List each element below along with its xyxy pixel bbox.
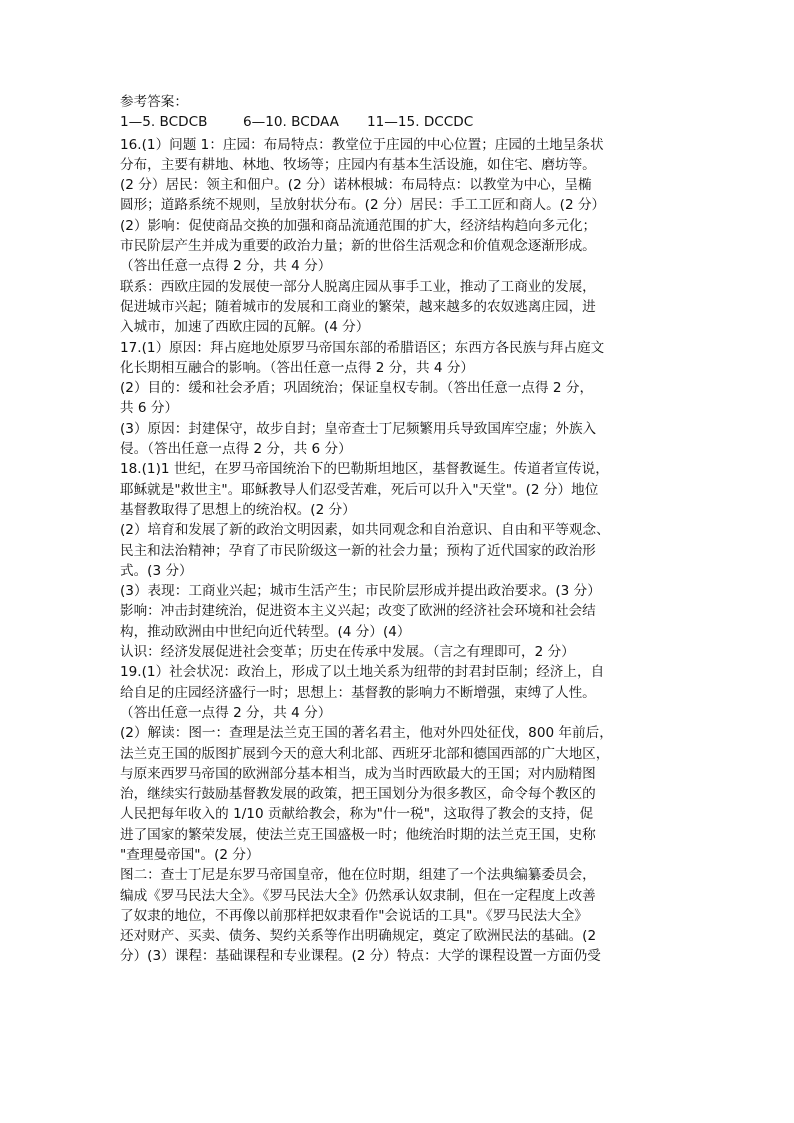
answer-line: 图二：查士丁尼是东罗马帝国皇帝，他在位时期，组建了一个法典编纂委员会，	[120, 867, 596, 884]
answer-line: 民主和法治精神；孕育了市民阶级这一新的社会力量；预构了近代国家的政治形	[120, 542, 596, 559]
answer-line: (2）目的：缓和社会矛盾；巩固统治；保证皇权专制。（答出任意一点得 2 分，	[120, 380, 594, 397]
answer-line: 治，继续实行鼓励基督教发展的政策，把王国划分为很多教区，命令每个教区的	[120, 786, 596, 803]
answer-line: (2）培育和发展了新的政治文明因素，如共同观念和自治意识、自由和平等观念、	[120, 522, 610, 539]
answer-line: 侵。（答出任意一点得 2 分，共 6 分）	[120, 441, 352, 458]
answer-line: 17.(1）原因：拜占庭地处原罗马帝国东部的希腊语区；东西方各民族与拜占庭文	[120, 339, 605, 356]
answer-line: 给自足的庄园经济盛行一时；思想上：基督教的影响力不断增强，束缚了人性。	[120, 684, 596, 701]
choice-answers	[120, 112, 690, 132]
answer-line: （答出任意一点得 2 分，共 4 分）	[120, 258, 332, 275]
choice-answers-1-5: 1—5. BCDCB	[120, 114, 208, 131]
answer-line: 了奴隶的地位，不再像以前那样把奴隶看作"会说话的工具"。《罗马民法大全》	[120, 907, 588, 924]
choice-answers-11-15: 11—15. DCCDC	[367, 114, 474, 131]
answer-line: 认识：经济发展促进社会变革；历史在传承中发展。（言之有理即可，2 分）	[120, 644, 575, 661]
answer-line: 入城市，加速了西欧庄园的瓦解。(4 分）	[120, 319, 370, 336]
answer-line: (2 分）居民：领主和佃户。(2 分）诺林根城：布局特点：以教堂为中心，呈椭	[120, 177, 592, 194]
answer-line: (2）影响：促使商品交换的加强和商品流通范围的扩大，经济结构趋向多元化；	[120, 217, 597, 234]
answer-line: (3）表现：工商业兴起；城市生活产生；市民阶层形成并提出政治要求。(3 分）	[120, 583, 601, 600]
answer-line: (2）解读：图一：查理是法兰克王国的著名君主，他对外四处征伐，800 年前后，	[120, 725, 613, 742]
answer-line: "查理曼帝国"。(2 分）	[120, 846, 260, 863]
answer-line: 影响：冲击封建统治，促进资本主义兴起；改变了欧洲的经济社会环境和社会结	[120, 603, 596, 620]
answer-line: 18.(1)1 世纪，在罗马帝国统治下的巴勒斯坦地区，基督教诞生。传道者宣传说，	[120, 461, 609, 478]
answer-line: 法兰克王国的版图扩展到今天的意大利北部、西班牙北部和德国西部的广大地区，	[120, 745, 610, 762]
answer-line: 基督教取得了思想上的统治权。(2 分）	[120, 501, 356, 518]
answer-line: 16.(1）问题 1：庄园：布局特点：教堂位于庄园的中心位置；庄园的土地呈条状	[120, 136, 604, 153]
answer-line: 分）(3）课程：基础课程和专业课程。(2 分）特点：大学的课程设置一方面仍受	[120, 948, 601, 965]
answer-document	[120, 92, 690, 967]
answer-body	[120, 135, 690, 967]
answer-line: 市民阶层产生并成为重要的政治力量；新的世俗生活观念和价值观念逐渐形成。	[120, 238, 596, 255]
answer-line: （答出任意一点得 2 分，共 4 分）	[120, 704, 332, 721]
answer-line: 与原来西罗马帝国的欧洲部分基本相当，成为当时西欧最大的王国；对内励精图	[120, 765, 596, 782]
answer-line: (3）原因：封建保守，故步自封；皇帝查士丁尼频繁用兵导致国库空虚；外族入	[120, 420, 597, 437]
document-title: 参考答案：	[120, 94, 188, 110]
answer-line: 耶稣就是"救世主"。耶稣教导人们忍受苦难，死后可以升入"天堂"。(2 分）地位	[120, 481, 599, 498]
answer-line: 联系：西欧庄园的发展使一部分人脱离庄园从事手工业，推动了工商业的发展，	[120, 278, 596, 295]
answer-line: 化长期相互融合的影响。（答出任意一点得 2 分，共 4 分）	[120, 359, 475, 376]
answer-line: 式。(3 分）	[120, 562, 193, 579]
answer-line: 编成《罗马民法大全》。《罗马民法大全》仍然承认奴隶制，但在一定程度上改善	[120, 887, 596, 904]
answer-line: 构，推动欧洲由中世纪向近代转型。(4 分）(4）	[120, 623, 411, 640]
answer-line: 共 6 分）	[120, 400, 179, 417]
answer-line: 还对财产、买卖、债务、契约关系等作出明确规定，奠定了欧洲民法的基础。(2	[120, 928, 597, 945]
answer-line: 19.(1）社会状况：政治上，形成了以土地关系为纽带的封君封臣制；经济上，自	[120, 664, 605, 681]
answer-line: 人民把每年收入的 1/10 贡献给教会，称为"什一税"，这取得了教会的支持，促	[120, 806, 594, 823]
answer-line: 圆形；道路系统不规则，呈放射状分布。(2 分）居民：手工工匠和商人。(2 分）	[120, 197, 606, 214]
answer-line: 分布，主要有耕地、林地、牧场等；庄园内有基本生活设施，如住宅、磨坊等。	[120, 156, 596, 173]
choice-answers-6-10: 6—10. BCDAA	[243, 114, 339, 131]
answer-line: 进了国家的繁荣发展，使法兰克王国盛极一时；他统治时期的法兰克王国，史称	[120, 826, 596, 843]
answer-line: 促进城市兴起；随着城市的发展和工商业的繁荣，越来越多的农奴逃离庄园，进	[120, 298, 596, 315]
